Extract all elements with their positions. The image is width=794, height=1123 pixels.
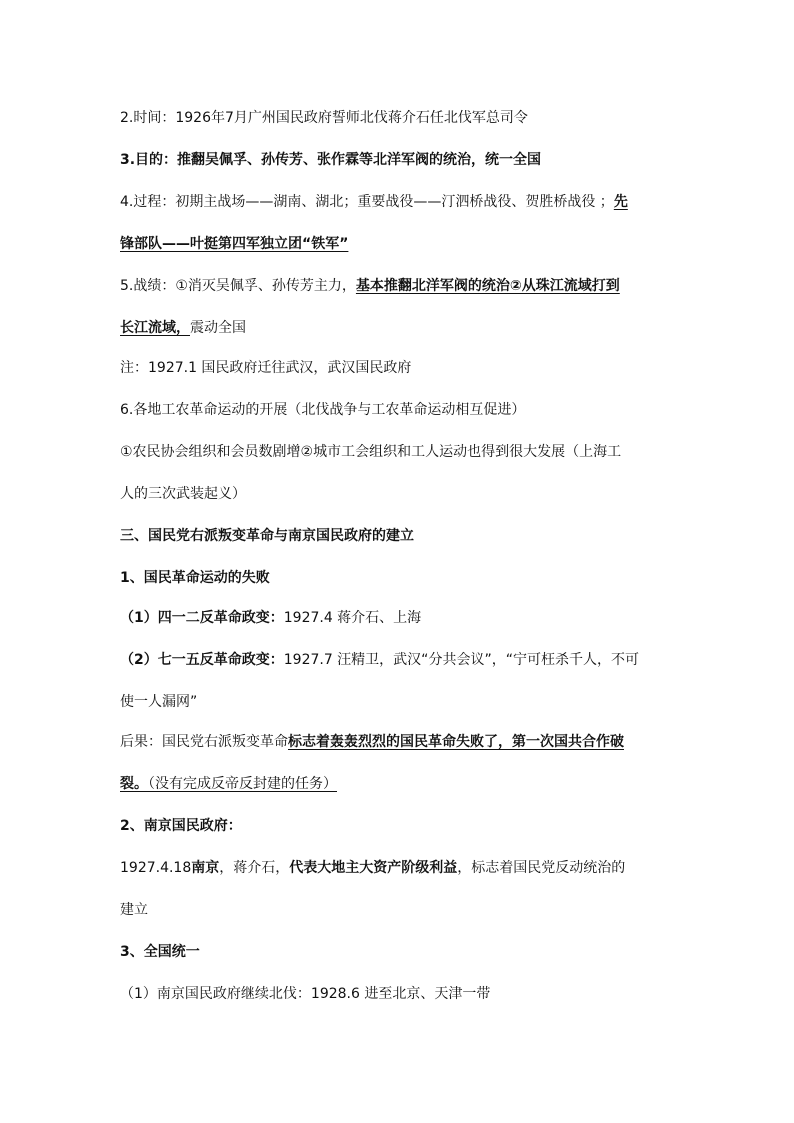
text-715-label: （2）七一五反革命政变： xyxy=(120,652,284,668)
text-process-vanguard-start: 先 xyxy=(613,194,628,210)
text-nanjing-date: 1927.4.18 xyxy=(120,860,192,876)
line-movement xyxy=(120,400,525,420)
text-northern-continue: （1）南京国民政府继续北伐：1928.6 进至北京、天津一带 xyxy=(120,986,491,1002)
text-unification-heading: 3、全国统一 xyxy=(120,944,200,960)
text-715-detail: 1927.7 汪精卫，武汉“分共会议”，“宁可枉杀千人，不可 xyxy=(283,652,639,668)
line-412-coup xyxy=(120,608,421,628)
line-note xyxy=(120,358,411,378)
subheading-unification xyxy=(120,942,200,962)
line-vanguard xyxy=(120,234,348,254)
text-class-interest: 代表大地主大资产阶级利益 xyxy=(289,860,458,876)
line-715-coup xyxy=(120,650,639,670)
text-715-continued: 使一人漏网” xyxy=(120,694,198,710)
line-northern-continue xyxy=(120,984,490,1004)
text-section-heading: 三、国民党右派叛变革命与南京国民政府的建立 xyxy=(120,528,414,544)
line-process xyxy=(120,192,628,212)
line-715-continued xyxy=(120,692,197,712)
line-consequence xyxy=(120,732,624,752)
text-uprisings: 人的三次武装起义） xyxy=(120,486,246,502)
text-chiang: ，蒋介石， xyxy=(219,860,290,876)
section-heading-3 xyxy=(120,526,414,546)
line-achievements xyxy=(120,276,620,296)
text-consequence-label: 后果：国民党右派叛变革命 xyxy=(120,734,288,750)
text-failure-heading: 1、国民革命运动的失败 xyxy=(120,570,270,586)
text-achievements: 5.战绩：①消灭吴佩孚、孙传芳主力， xyxy=(120,278,356,294)
text-split: 裂。 xyxy=(120,776,148,792)
text-yangtze: 长江流域， xyxy=(120,320,190,336)
text-peasants: ①农民协会组织和会员数剧增②城市工会组织和工人运动也得到很大发展（上海工 xyxy=(120,444,622,460)
text-time: 2.时间：1926年7月广州国民政府誓师北伐蒋介石任北伐军总司令 xyxy=(120,110,528,126)
line-yangtze xyxy=(120,318,246,338)
line-purpose xyxy=(120,150,541,170)
line-time xyxy=(120,108,528,128)
text-process: 4.过程：初期主战场——湖南、湖北；重要战役——汀泗桥战役、贺胜桥战役 ； xyxy=(120,194,614,210)
text-purpose: 3.目的：推翻吴佩孚、孙传芳、张作霖等北洋军阀的统治，统一全国 xyxy=(120,152,542,168)
line-uprisings xyxy=(120,484,246,504)
text-achievements-key: 基本推翻北洋军阀的统治②从珠江流域打到 xyxy=(355,278,620,294)
text-iron-army: “铁军” xyxy=(302,236,349,252)
text-nanjing-heading: 2、南京国民政府： xyxy=(120,818,242,834)
text-nanjing-city: 南京 xyxy=(191,860,220,876)
text-412-label: （1）四一二反革命政变： xyxy=(120,610,284,626)
text-consequence-key: 标志着轰轰烈烈的国民革命失败了，第一次国共合作破 xyxy=(288,734,624,750)
line-nanjing xyxy=(120,858,625,878)
text-movement: 6.各地工农革命运动的开展（北伐战争与工农革命运动相互促进） xyxy=(120,402,526,418)
subheading-failure xyxy=(120,568,270,588)
text-shock-nation: 震动全国 xyxy=(190,320,246,336)
line-consequence-end xyxy=(120,774,337,794)
text-note: 注：1927.1 国民政府迁往武汉，武汉国民政府 xyxy=(120,360,412,376)
text-412-detail: 1927.4 蒋介石、上海 xyxy=(283,610,422,626)
text-marks-rule: ，标志着国民党反动统治的 xyxy=(457,860,626,876)
subheading-nanjing xyxy=(120,816,242,836)
line-peasants xyxy=(120,442,621,462)
text-establish: 建立 xyxy=(120,902,148,918)
text-unfinished-task: （没有完成反帝反封建的任务） xyxy=(148,776,337,792)
text-vanguard: 锋部队——叶挺第四军独立团 xyxy=(120,236,302,252)
line-establish xyxy=(120,900,148,920)
